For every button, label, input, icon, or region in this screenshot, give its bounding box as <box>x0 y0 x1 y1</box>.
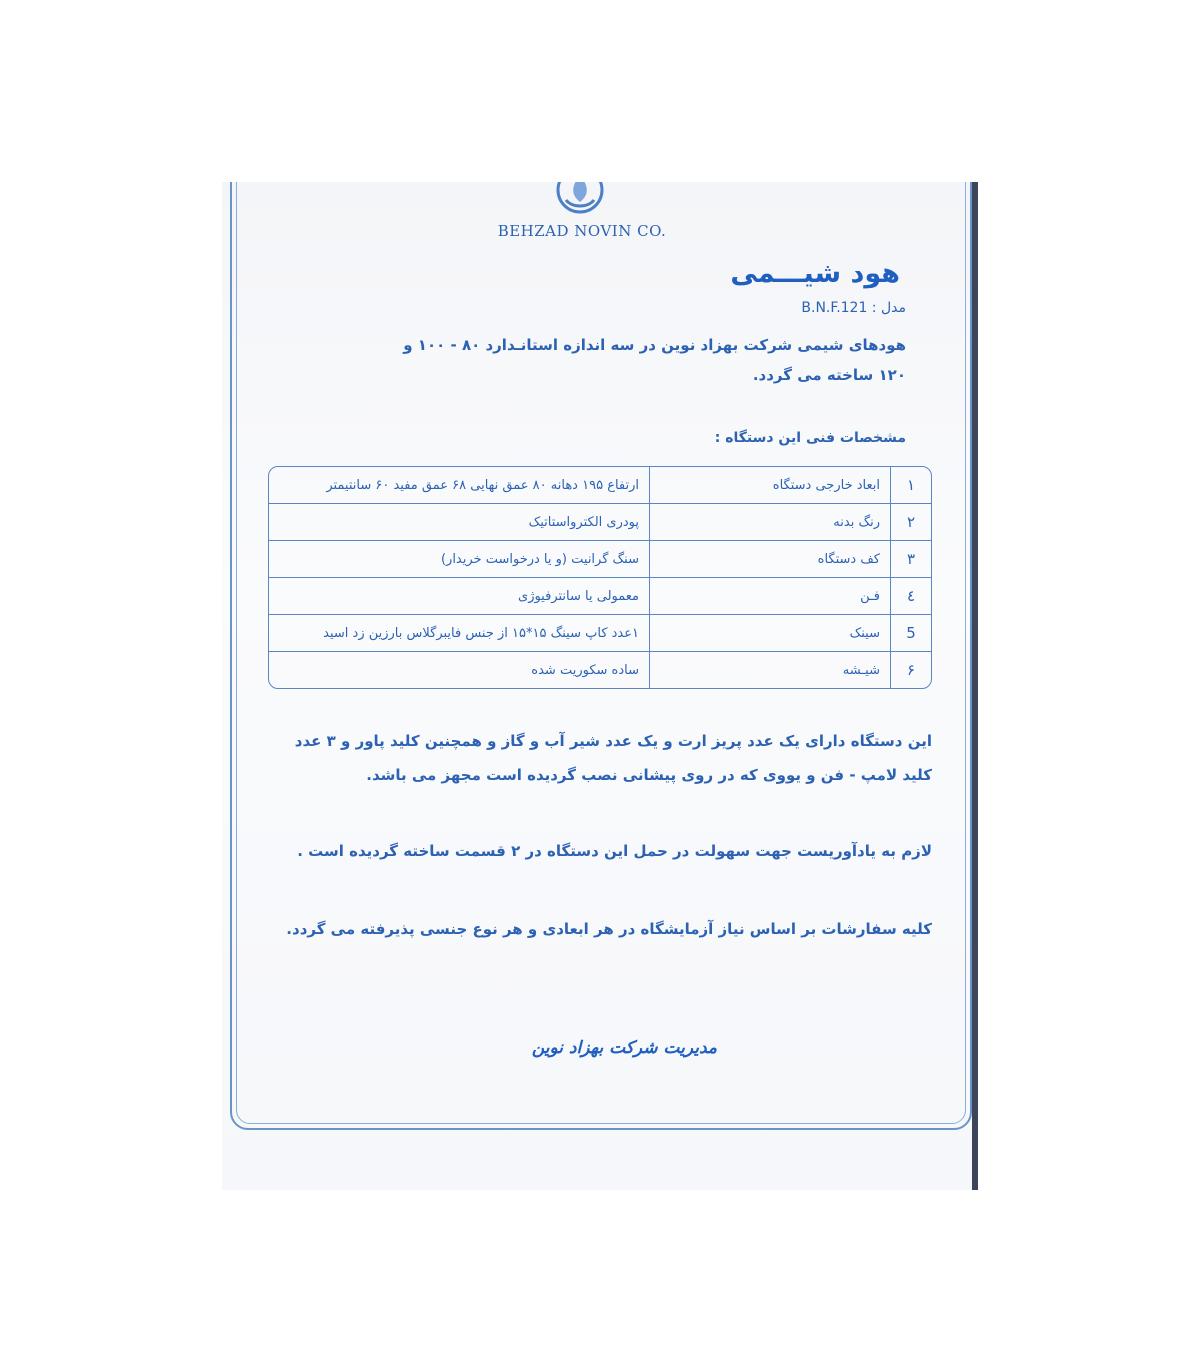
spec-value: سنگ گرانیت (و یا درخواست خریدار) <box>269 541 649 578</box>
orders-note: کلیه سفارشات بر اساس نیاز آزمایشگاه در هر ابعادی و هر نوع جنسی پذیرفته می گردد. <box>286 920 932 938</box>
specs-table <box>268 466 932 689</box>
table-row <box>269 615 931 652</box>
row-number: ٤ <box>890 578 931 615</box>
spec-value: پودری الکترواستاتیک <box>269 504 649 541</box>
spec-item: شیـشه <box>649 652 890 688</box>
spec-value: ۱عدد کاپ سینگ ۱۵*۱۵ از جنس فایبرگلاس بارزین زد اسید <box>269 615 649 652</box>
table-row <box>269 541 931 578</box>
table-row <box>269 578 931 615</box>
spec-item: کف دستگاه <box>649 541 890 578</box>
spec-value: معمولی یا سانترفیوژی <box>269 578 649 615</box>
spec-value: ساده سکوریت شده <box>531 662 639 678</box>
spec-item: سینک <box>649 615 890 652</box>
table-row <box>269 652 931 688</box>
row-number: 5 <box>890 615 931 652</box>
features-paragraph: این دستگاه دارای یک عدد پریز ارت و یک عدد شیر آب و گاز و همچنین کلید پاور و ۳ عدد کلید لامپ - فن و یووی که در روی پیشانی نصب گردیده است مجهز می باشد. <box>294 732 932 784</box>
spec-item: ابعاد خارجی دستگاه <box>649 467 890 504</box>
company-logo-icon <box>552 182 608 222</box>
spec-item: رنگ بدنه <box>649 504 890 541</box>
row-number: ۲ <box>890 504 931 541</box>
table-row <box>269 504 931 541</box>
document-photo <box>222 182 978 1190</box>
row-number: ۱ <box>890 467 931 504</box>
spec-item: فـن <box>649 578 890 615</box>
company-name: BEHZAD NOVIN CO. <box>497 222 667 240</box>
paper-sheet <box>222 182 972 1190</box>
spec-value: ارتفاع ۱۹۵ دهانه ۸۰ عمق نهایی ۶۸ عمق مفید ۶۰ سانتیمتر <box>269 467 649 504</box>
transport-note: لازم به یادآوریست جهت سهولت در حمل این دستگاه در ۲ قسمت ساخته گردیده است . <box>297 842 932 860</box>
model-number: مدل : B.N.F.121 <box>801 300 906 316</box>
row-number: ۳ <box>890 541 931 578</box>
row-number: ۶ <box>890 652 931 688</box>
signature: مدیریت شرکت بهزاد نوین <box>531 1038 717 1058</box>
intro-text: هودهای شیمی شرکت بهزاد نوین در سه اندازه استانـدارد ۸۰ - ۱۰۰ و ۱۲۰ ساخته می گردد. <box>403 336 906 384</box>
document-title: هود شیـــمی <box>730 258 900 289</box>
specs-heading: مشخصات فنی این دستگاه : <box>714 430 906 446</box>
table-row <box>269 467 931 504</box>
